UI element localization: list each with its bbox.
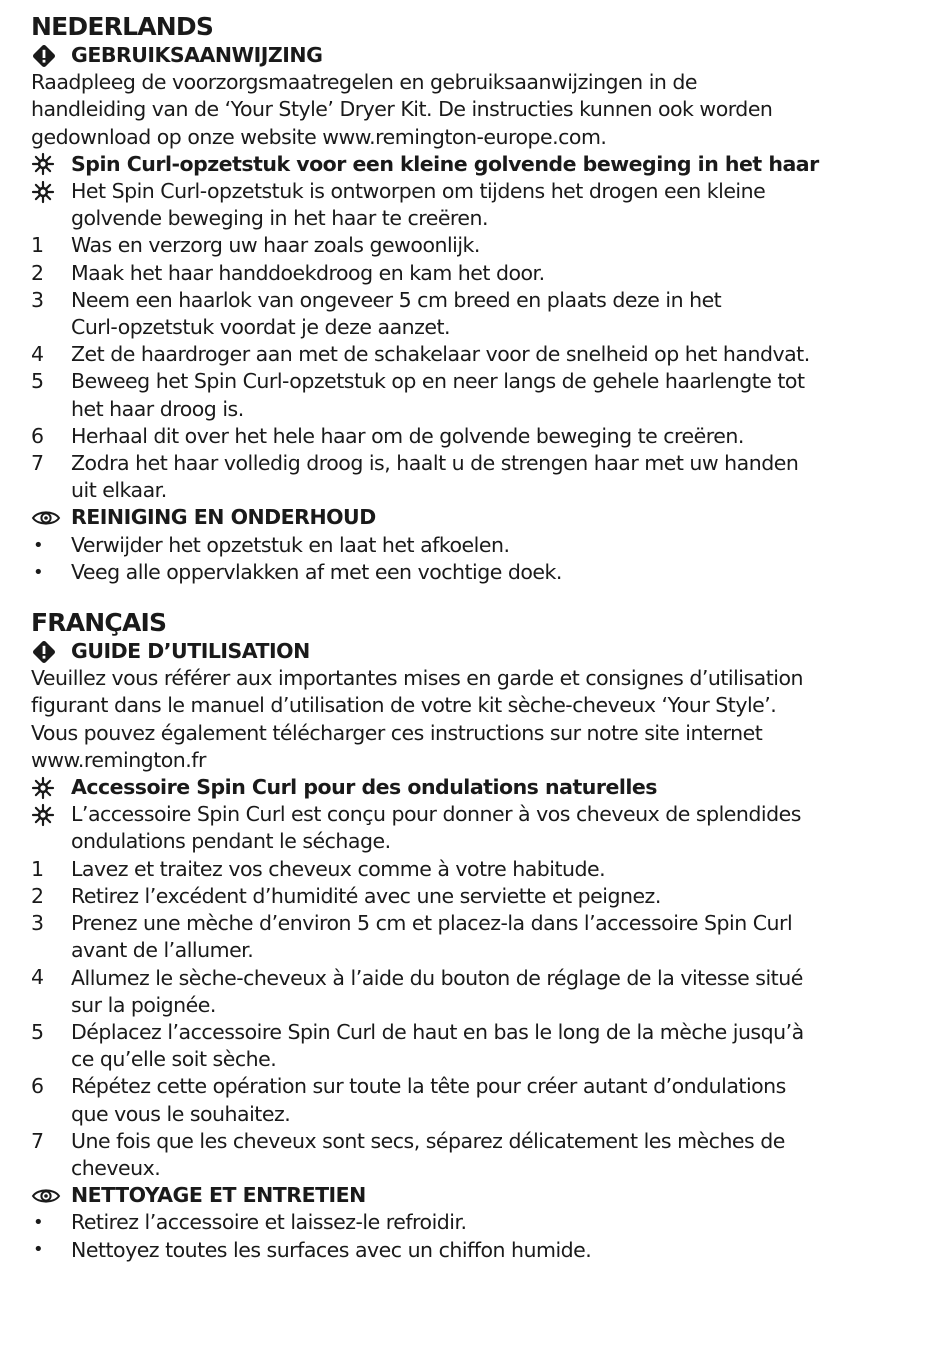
bullet-icon: • bbox=[33, 1239, 44, 1261]
step-item bbox=[31, 232, 931, 259]
step-number: 2 bbox=[31, 260, 44, 285]
care-item-text: Retirez l’accessoire et laissez-le refroidir. bbox=[71, 1210, 467, 1235]
step-number: 1 bbox=[31, 233, 44, 258]
feature-title-text: Spin Curl-opzetstuk voor een kleine golvende beweging in het haar bbox=[71, 151, 819, 176]
feature-title-text: Accessoire Spin Curl pour des ondulations naturelles bbox=[71, 775, 658, 800]
step-item bbox=[31, 477, 931, 504]
step-item-text: uit elkaar. bbox=[71, 478, 167, 503]
step-item bbox=[31, 450, 931, 477]
step-item-text: Prenez une mèche d’environ 5 cm et placez-la dans l’accessoire Spin Curl bbox=[71, 911, 793, 936]
guide-heading bbox=[31, 638, 931, 665]
warning-icon bbox=[31, 43, 57, 69]
step-item-text: sur la poignée. bbox=[71, 992, 216, 1017]
feature-title bbox=[31, 774, 931, 801]
bullet-icon: • bbox=[33, 1212, 44, 1234]
step-number: 7 bbox=[31, 1128, 44, 1153]
care-item bbox=[31, 559, 931, 586]
care-heading-text: NETTOYAGE ET ENTRETIEN bbox=[71, 1183, 366, 1208]
intro-line bbox=[31, 747, 931, 774]
step-item bbox=[31, 856, 931, 883]
step-item-text: Curl-opzetstuk voordat je deze aanzet. bbox=[71, 315, 451, 340]
step-item bbox=[31, 314, 931, 341]
step-item-text: Déplacez l’accessoire Spin Curl de haut en bas le long de la mèche jusqu’à bbox=[71, 1019, 804, 1044]
guide-heading-text: GUIDE D’UTILISATION bbox=[71, 639, 310, 664]
step-item bbox=[31, 1073, 931, 1100]
manual-page bbox=[31, 12, 931, 1264]
intro-line-text: www.remington.fr bbox=[31, 747, 206, 772]
guide-heading-text: GEBRUIKSAANWIJZING bbox=[71, 43, 323, 67]
intro-line bbox=[31, 96, 931, 123]
step-item-text: Beweeg het Spin Curl-opzetstuk op en neer langs de gehele haarlengte tot bbox=[71, 369, 805, 394]
step-item-text: ce qu’elle soit sèche. bbox=[71, 1047, 277, 1072]
intro-line bbox=[31, 720, 931, 747]
step-number: 4 bbox=[31, 965, 44, 990]
step-item-text: avant de l’allumer. bbox=[71, 938, 254, 963]
intro-line bbox=[31, 69, 931, 96]
intro-line-text: gedownload op onze website www.remington-europe.com. bbox=[31, 124, 607, 149]
step-item-text: que vous le souhaitez. bbox=[71, 1101, 291, 1126]
style-icon bbox=[31, 776, 55, 800]
intro-line-text: Vous pouvez également télécharger ces instructions sur notre site internet bbox=[31, 720, 763, 745]
care-item-text: Nettoyez toutes les surfaces avec un chiffon humide. bbox=[71, 1237, 592, 1262]
style-icon bbox=[31, 152, 55, 176]
step-number: 5 bbox=[31, 369, 44, 394]
intro-line bbox=[31, 692, 931, 719]
feature-description-text: golvende beweging in het haar te creëren. bbox=[71, 206, 489, 231]
feature-description bbox=[31, 178, 931, 205]
step-item-text: cheveux. bbox=[71, 1155, 161, 1180]
step-item bbox=[31, 1128, 931, 1155]
step-item-text: Neem een haarlok van ongeveer 5 cm breed en plaats deze in het bbox=[71, 287, 722, 312]
intro-line-text: Raadpleeg de voorzorgsmaatregelen en gebruiksaanwijzingen in de bbox=[31, 70, 698, 95]
feature-description bbox=[31, 828, 931, 855]
care-heading-text: REINIGING EN ONDERHOUD bbox=[71, 505, 376, 530]
care-item bbox=[31, 532, 931, 559]
feature-description-text: Het Spin Curl-opzetstuk is ontworpen om tijdens het drogen een kleine bbox=[71, 179, 766, 204]
bullet-icon: • bbox=[33, 534, 44, 556]
guide-heading bbox=[31, 42, 931, 69]
step-item bbox=[31, 341, 931, 368]
feature-description-text: L’accessoire Spin Curl est conçu pour donner à vos cheveux de splendides bbox=[71, 802, 801, 827]
step-item bbox=[31, 965, 931, 992]
warning-icon bbox=[31, 639, 57, 665]
step-item-text: Une fois que les cheveux sont secs, séparez délicatement les mèches de bbox=[71, 1128, 785, 1153]
language-title: FRANÇAIS bbox=[31, 608, 167, 638]
step-number: 5 bbox=[31, 1019, 44, 1044]
care-item bbox=[31, 1237, 931, 1264]
section-french bbox=[31, 608, 931, 1264]
eye-icon bbox=[31, 508, 61, 528]
style-icon bbox=[31, 803, 55, 827]
step-item-text: Zet de haardroger aan met de schakelaar voor de snelheid op het handvat. bbox=[71, 342, 810, 367]
eye-icon bbox=[31, 1186, 61, 1206]
step-item bbox=[31, 287, 931, 314]
step-item bbox=[31, 992, 931, 1019]
step-item bbox=[31, 368, 931, 395]
feature-description-text: ondulations pendant le séchage. bbox=[71, 829, 391, 854]
step-number: 2 bbox=[31, 883, 44, 908]
step-number: 3 bbox=[31, 911, 44, 935]
step-item-text: Maak het haar handdoekdroog en kam het door. bbox=[71, 260, 545, 285]
intro-line-text: figurant dans le manuel d’utilisation de votre kit sèche-cheveux ‘Your Style’. bbox=[31, 693, 777, 718]
step-item-text: Répétez cette opération sur toute la tête pour créer autant d’ondulations bbox=[71, 1074, 786, 1099]
care-heading bbox=[31, 504, 931, 531]
care-item bbox=[31, 1209, 931, 1236]
intro-line-text: handleiding van de ‘Your Style’ Dryer Kit. De instructies kunnen ook worden bbox=[31, 97, 773, 122]
intro-line bbox=[31, 665, 931, 692]
step-number: 4 bbox=[31, 342, 44, 367]
step-item-text: Allumez le sèche-cheveux à l’aide du bouton de réglage de la vitesse situé bbox=[71, 965, 803, 990]
step-item bbox=[31, 1019, 931, 1046]
step-item bbox=[31, 423, 931, 450]
care-heading bbox=[31, 1182, 931, 1209]
intro-line bbox=[31, 124, 931, 151]
step-item bbox=[31, 1101, 931, 1128]
care-item-text: Verwijder het opzetstuk en laat het afkoelen. bbox=[71, 532, 510, 557]
style-icon bbox=[31, 180, 55, 204]
step-item-text: Zodra het haar volledig droog is, haalt u de strengen haar met uw handen bbox=[71, 451, 799, 476]
intro-line-text: Veuillez vous référer aux importantes mises en garde et consignes d’utilisation bbox=[31, 666, 804, 691]
step-item-text: Retirez l’excédent d’humidité avec une serviette et peignez. bbox=[71, 883, 661, 908]
step-item bbox=[31, 1155, 931, 1182]
step-number: 6 bbox=[31, 1074, 44, 1099]
bullet-icon: • bbox=[33, 561, 44, 583]
feature-description bbox=[31, 801, 931, 828]
step-item-text: Herhaal dit over het hele haar om de golvende beweging te creëren. bbox=[71, 423, 744, 448]
step-item bbox=[31, 1046, 931, 1073]
feature-title bbox=[31, 151, 931, 178]
language-title: NEDERLANDS bbox=[31, 12, 214, 41]
step-item bbox=[31, 260, 931, 287]
step-item bbox=[31, 883, 931, 910]
step-number: 6 bbox=[31, 423, 44, 448]
step-item-text: Was en verzorg uw haar zoals gewoonlijk. bbox=[71, 233, 480, 258]
step-number: 1 bbox=[31, 856, 44, 881]
step-item bbox=[31, 937, 931, 964]
feature-description bbox=[31, 205, 931, 232]
step-number: 7 bbox=[31, 450, 44, 475]
step-item-text: het haar droog is. bbox=[71, 396, 244, 421]
step-number: 3 bbox=[31, 287, 44, 312]
step-item bbox=[31, 910, 931, 937]
care-item-text: Veeg alle oppervlakken af met een vochtige doek. bbox=[71, 559, 562, 584]
step-item-text: Lavez et traitez vos cheveux comme à votre habitude. bbox=[71, 856, 606, 881]
step-item bbox=[31, 396, 931, 423]
section-dutch bbox=[31, 12, 931, 586]
